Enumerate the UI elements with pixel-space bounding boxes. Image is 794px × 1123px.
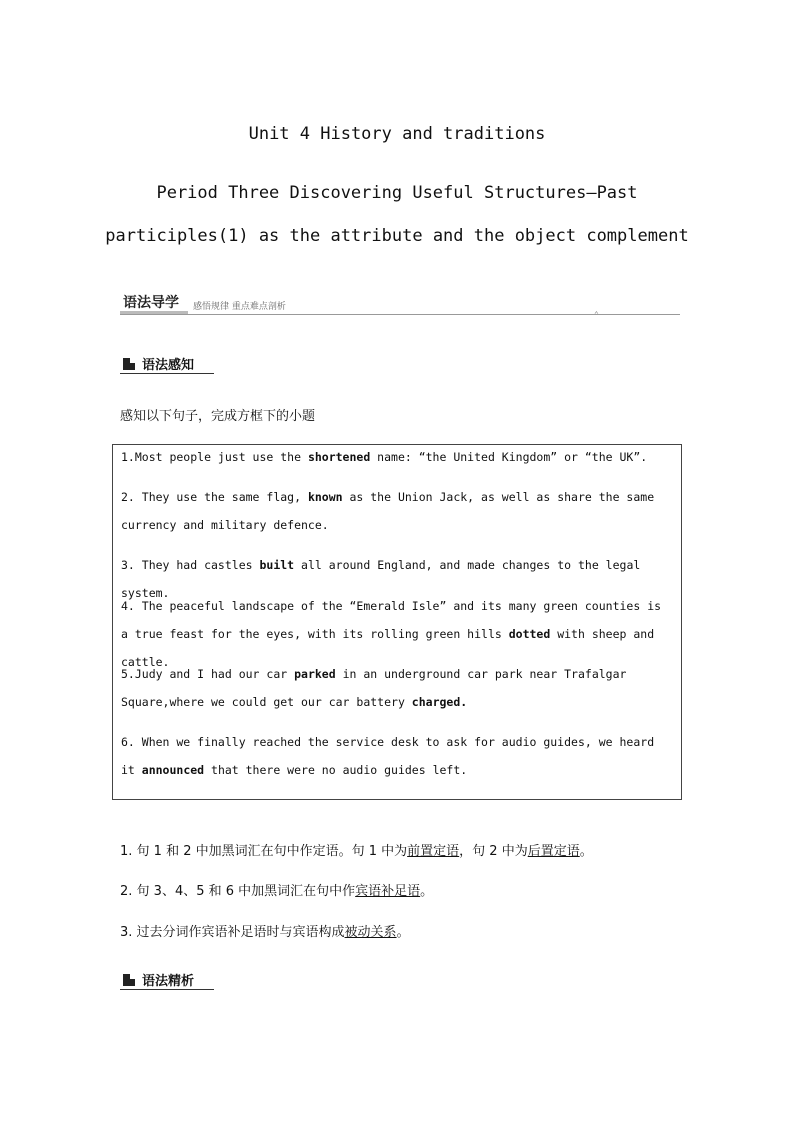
note-text: 。 — [579, 844, 593, 859]
answer-underlined: 宾语补足语 — [355, 884, 421, 899]
bold-word: announced — [141, 763, 205, 777]
sentence-text: 2. They use the same flag, — [121, 490, 308, 504]
banner-title: 语法导学 — [123, 295, 179, 311]
bold-word: dotted — [508, 627, 551, 641]
sentence-text: 6. When we finally reached the service desk to ask for audio guides, we heard it — [121, 735, 655, 777]
section-heading-perception — [120, 354, 214, 376]
sentence-text: in an underground car park near Trafalgar Square,where we could get our car battery — [121, 667, 627, 709]
sentence-text: name: “the United Kingdom” or “the UK”. — [370, 450, 648, 464]
example-sentence-6 — [121, 728, 673, 784]
banner-tick-icon: ⌃ — [594, 310, 599, 319]
note-3 — [120, 921, 680, 940]
sentence-text: that there were no audio guides left. — [204, 763, 468, 777]
grammar-guide-banner — [120, 292, 680, 318]
sentence-text: 4. The peaceful landscape of the “Emerald Isle” and its many green counties is a true feast for the eyes, with its rolling green hills — [121, 599, 662, 641]
section-underline — [120, 373, 214, 374]
note-1 — [120, 840, 680, 859]
sentence-text: as the Union Jack, as well as share the same currency and military defence. — [121, 490, 655, 532]
note-2 — [120, 880, 680, 899]
square-bullet-icon — [123, 358, 135, 370]
sentence-text: 3. They had castles — [121, 558, 260, 572]
note-text: 2. 句 3、4、5 和 6 中加黑词汇在句中作 — [120, 884, 356, 899]
note-text: 。 — [420, 884, 434, 899]
sentence-text: 1.Most people just use the — [121, 450, 308, 464]
bold-word: built — [259, 558, 295, 572]
section-label: 语法感知 — [142, 358, 195, 373]
note-text: 3. 过去分词作宾语补足语时与宾语构成 — [120, 925, 345, 940]
sentence-text: 5.Judy and I had our car — [121, 667, 295, 681]
answer-underlined: 被动关系 — [344, 925, 397, 940]
period-title-line2: participles(1) as the attribute and the object complement — [105, 226, 689, 246]
note-text: ，句 2 中为 — [459, 844, 528, 859]
bold-word: parked — [294, 667, 336, 681]
bold-word: shortened — [307, 450, 371, 464]
note-text: 1. 句 1 和 2 中加黑词汇在句中作定语。句 1 中为 — [120, 844, 408, 859]
example-sentence-5 — [121, 660, 673, 716]
section-underline — [120, 989, 214, 990]
answer-underlined: 前置定语 — [407, 844, 460, 859]
example-sentences-box — [112, 444, 682, 800]
sentence-text: all around England, and made changes to the legal system. — [121, 558, 641, 600]
answer-underlined: 后置定语 — [527, 844, 580, 859]
note-text: 。 — [396, 925, 410, 940]
example-sentence-1 — [121, 443, 673, 471]
sentence-text: with sheep and cattle. — [121, 627, 655, 669]
bold-word: charged. — [411, 695, 468, 709]
section-heading-analysis — [120, 970, 214, 992]
instruction-text: 感知以下句子，完成方框下的小题 — [120, 409, 316, 424]
bold-word: known — [307, 490, 343, 504]
unit-title: Unit 4 History and traditions — [248, 124, 546, 144]
example-sentence-2 — [121, 483, 673, 539]
period-title-line1: Period Three Discovering Useful Structures—Past — [156, 183, 638, 203]
section-label: 语法精析 — [142, 974, 195, 989]
banner-subtitle: 感悟规律 重点难点剖析 — [193, 302, 286, 312]
square-bullet-icon — [123, 974, 135, 986]
